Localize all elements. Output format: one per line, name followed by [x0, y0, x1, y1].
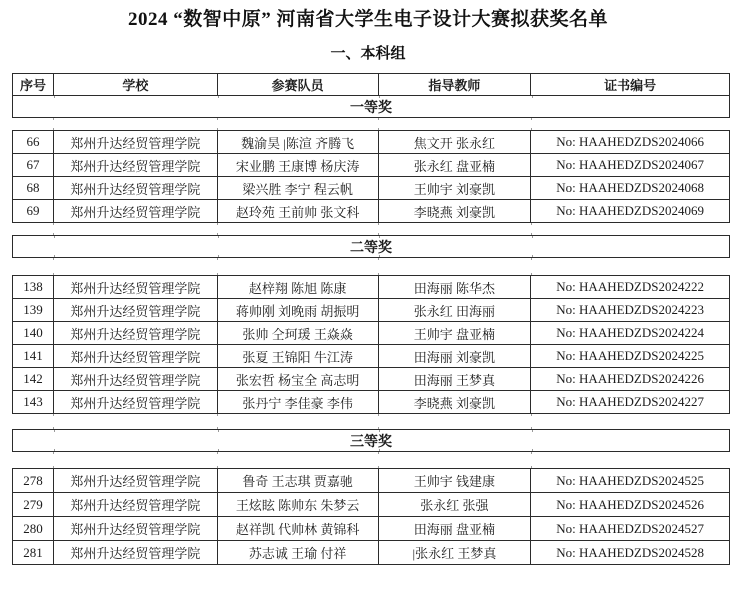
members-cell: 赵祥凯 代帅林 黄锦科 — [217, 517, 378, 541]
members-cell: 蒋帅刚 刘晚雨 胡振明 — [217, 299, 378, 322]
table-row — [13, 299, 730, 322]
school-cell: 郑州升达经贸管理学院 — [53, 517, 217, 541]
school-cell: 郑州升达经贸管理学院 — [53, 391, 217, 414]
second-prize-band-table — [12, 235, 730, 258]
school-cell: 郑州升达经贸管理学院 — [53, 154, 217, 177]
table-row — [13, 368, 730, 391]
cert-cell: No: HAAHEDZDS2024528 — [531, 541, 730, 565]
row-number-cell: 281 — [13, 541, 54, 565]
teachers-cell: 张永红 田海丽 — [378, 299, 531, 322]
school-cell: 郑州升达经贸管理学院 — [53, 322, 217, 345]
award-band-row — [13, 96, 730, 118]
cert-cell: No: HAAHEDZDS2024066 — [531, 131, 730, 154]
cert-cell: No: HAAHEDZDS2024068 — [531, 177, 730, 200]
row-number-cell: 66 — [13, 131, 54, 154]
cert-cell: No: HAAHEDZDS2024222 — [531, 276, 730, 299]
table-row — [13, 391, 730, 414]
cert-cell: No: HAAHEDZDS2024069 — [531, 200, 730, 223]
school-cell: 郑州升达经贸管理学院 — [53, 276, 217, 299]
column-header-teachers: 指导教师 — [378, 74, 531, 96]
cert-cell: No: HAAHEDZDS2024224 — [531, 322, 730, 345]
award-band-row — [13, 430, 730, 452]
teachers-cell: 李晓燕 刘豪凯 — [378, 391, 531, 414]
teachers-cell: 李晓燕 刘豪凯 — [378, 200, 531, 223]
school-cell: 郑州升达经贸管理学院 — [53, 299, 217, 322]
table-row — [13, 345, 730, 368]
members-cell: 张帅 仝珂瑗 王焱焱 — [217, 322, 378, 345]
table-row — [13, 493, 730, 517]
row-number-cell: 279 — [13, 493, 54, 517]
cert-cell: No: HAAHEDZDS2024527 — [531, 517, 730, 541]
group-heading: 一、本科组 — [330, 45, 406, 62]
row-number-cell: 140 — [13, 322, 54, 345]
members-cell: 魏渝昊 |陈渲 齐腾飞 — [217, 131, 378, 154]
cert-cell: No: HAAHEDZDS2024225 — [531, 345, 730, 368]
row-number-cell: 67 — [13, 154, 54, 177]
column-header-members: 参赛队员 — [217, 74, 378, 96]
teachers-cell: 田海丽 陈华杰 — [378, 276, 531, 299]
first-prize-table — [12, 130, 730, 223]
table-row — [13, 541, 730, 565]
table-row — [13, 276, 730, 299]
row-number-cell: 69 — [13, 200, 54, 223]
cert-cell: No: HAAHEDZDS2024526 — [531, 493, 730, 517]
award-band-first — [13, 96, 730, 118]
cert-cell: No: HAAHEDZDS2024067 — [531, 154, 730, 177]
table-row — [13, 131, 730, 154]
teachers-cell: 王帅宇 钱建康 — [378, 469, 531, 493]
members-cell: 苏志诚 王瑜 付祥 — [217, 541, 378, 565]
cert-cell: No: HAAHEDZDS2024227 — [531, 391, 730, 414]
cert-cell: No: HAAHEDZDS2024226 — [531, 368, 730, 391]
teachers-cell: 田海丽 王梦真 — [378, 368, 531, 391]
members-cell: 赵梓翔 陈旭 陈康 — [217, 276, 378, 299]
cert-cell: No: HAAHEDZDS2024223 — [531, 299, 730, 322]
members-cell: 宋业鹏 王康博 杨庆涛 — [217, 154, 378, 177]
row-number-cell: 141 — [13, 345, 54, 368]
row-number-cell: 280 — [13, 517, 54, 541]
third-prize-band-table — [12, 429, 730, 452]
teachers-cell: 张永红 盘亚楠 — [378, 154, 531, 177]
table-gap — [0, 452, 736, 468]
school-cell: 郑州升达经贸管理学院 — [53, 541, 217, 565]
school-cell: 郑州升达经贸管理学院 — [53, 368, 217, 391]
cert-cell: No: HAAHEDZDS2024525 — [531, 469, 730, 493]
row-number-cell: 139 — [13, 299, 54, 322]
table-row — [13, 322, 730, 345]
row-number-cell: 278 — [13, 469, 54, 493]
table-row — [13, 154, 730, 177]
teachers-cell: 田海丽 盘亚楠 — [378, 517, 531, 541]
members-cell: 赵玲苑 王前帅 张文科 — [217, 200, 378, 223]
members-cell: 张夏 王锦阳 牛江涛 — [217, 345, 378, 368]
row-number-cell: 68 — [13, 177, 54, 200]
column-header-cert: 证书编号 — [531, 74, 730, 96]
table-gap — [0, 118, 736, 130]
teachers-cell: 王帅宇 盘亚楠 — [378, 322, 531, 345]
table-row — [13, 200, 730, 223]
second-prize-table — [12, 275, 730, 414]
members-cell: 王炫眩 陈帅东 朱梦云 — [217, 493, 378, 517]
page-title: 2024 “数智中原” 河南省大学生电子设计大赛拟获奖名单 — [127, 9, 608, 30]
teachers-cell: 张永红 张强 — [378, 493, 531, 517]
column-header-school: 学校 — [53, 74, 217, 96]
teachers-cell: 焦文开 张永红 — [378, 131, 531, 154]
award-band-label: 二等奖 — [350, 238, 392, 255]
award-band-third — [13, 430, 730, 452]
third-prize-table — [12, 468, 730, 565]
teachers-cell: 田海丽 刘豪凯 — [378, 345, 531, 368]
teachers-cell: 王帅宇 刘豪凯 — [378, 177, 531, 200]
school-cell: 郑州升达经贸管理学院 — [53, 200, 217, 223]
column-header-row — [13, 74, 730, 96]
table-gap — [0, 258, 736, 275]
row-number-cell: 142 — [13, 368, 54, 391]
row-number-cell: 143 — [13, 391, 54, 414]
school-cell: 郑州升达经贸管理学院 — [53, 469, 217, 493]
school-cell: 郑州升达经贸管理学院 — [53, 493, 217, 517]
award-band-row — [13, 236, 730, 258]
teachers-cell: |张永红 王梦真 — [378, 541, 531, 565]
award-band-label: 一等奖 — [350, 98, 392, 115]
table-row — [13, 517, 730, 541]
school-cell: 郑州升达经贸管理学院 — [53, 131, 217, 154]
members-cell: 鲁奇 王志琪 贾嘉驰 — [217, 469, 378, 493]
school-cell: 郑州升达经贸管理学院 — [53, 345, 217, 368]
award-band-second — [13, 236, 730, 258]
members-cell: 张宏哲 杨宝全 高志明 — [217, 368, 378, 391]
table-row — [13, 469, 730, 493]
table-gap — [0, 223, 736, 235]
members-cell: 梁兴胜 李宁 程云帆 — [217, 177, 378, 200]
award-band-label: 三等奖 — [350, 432, 392, 449]
school-cell: 郑州升达经贸管理学院 — [53, 177, 217, 200]
members-cell: 张丹宁 李佳豪 李伟 — [217, 391, 378, 414]
row-number-cell: 138 — [13, 276, 54, 299]
table-gap — [0, 414, 736, 429]
header-table — [12, 73, 730, 118]
column-header-no: 序号 — [13, 74, 54, 96]
table-row — [13, 177, 730, 200]
